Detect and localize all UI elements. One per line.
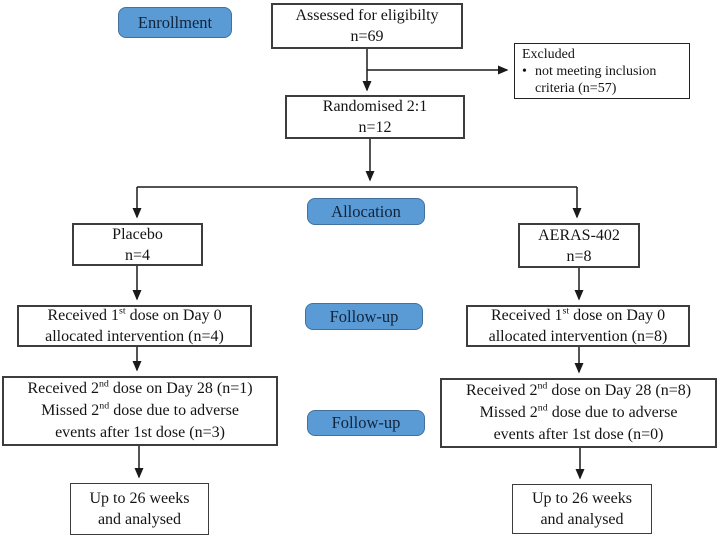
excluded-bullet-item [522,63,685,97]
followup-badge-2: Follow-up [307,410,425,436]
dose1-left-box [17,305,252,347]
dose2-left-line-2: Missed 2nd dose due to adverse [41,400,239,419]
assessed-line-1: Assessed for eligibilty [295,7,439,24]
dose2-left-box [2,376,278,446]
placebo-line-1: Placebo [112,225,163,243]
analysed-right-box [512,484,652,534]
analysed-right-line-1: Up to 26 weeks [532,490,632,507]
analysed-right-line-2: and analysed [540,511,624,528]
dose2-right-line-2: Missed 2nd dose due to adverse [479,402,678,421]
excluded-bullet-text: not meeting inclusion criteria (n=57) [535,64,657,96]
followup-badge-1: Follow-up [305,303,423,330]
excluded-title: Excluded [522,47,575,62]
dose1-left-line-2: allocated intervention (n=4) [45,328,224,345]
dose1-right-line-2: allocated intervention (n=8) [488,328,668,345]
aeras-box [518,223,640,268]
aeras-line-2: n=8 [566,247,592,265]
dose2-right-line-1: Received 2nd dose on Day 28 (n=8) [465,380,692,399]
randomised-line-2: n=12 [358,119,392,136]
dose2-right-line-3: events after 1st dose (n=0) [493,426,664,443]
excluded-box [514,43,690,99]
dose1-right-box [466,305,690,347]
dose1-left-line-1: Received 1st dose on Day 0 [47,305,222,324]
dose2-left-line-1: Received 2nd dose on Day 28 (n=1) [27,378,253,397]
enrollment-badge: Enrollment [118,7,232,38]
randomised-box [285,95,465,139]
placebo-box [72,223,203,266]
placebo-line-2: n=4 [124,246,151,264]
assessed-line-2: n=69 [350,28,384,45]
analysed-left-line-1: Up to 26 weeks [89,490,190,507]
dose2-left-line-3: events after 1st dose (n=3) [55,424,225,441]
analysed-left-box [70,483,209,535]
analysed-left-line-2: and analysed [97,511,182,528]
dose2-right-box [440,378,717,448]
allocation-badge: Allocation [307,198,425,225]
randomised-line-1: Randomised 2:1 [322,98,428,115]
aeras-line-1: AERAS-402 [538,226,620,244]
dose1-right-line-1: Received 1st dose on Day 0 [490,305,666,324]
assessed-box [271,3,463,49]
bullet-dot: • [522,64,527,79]
